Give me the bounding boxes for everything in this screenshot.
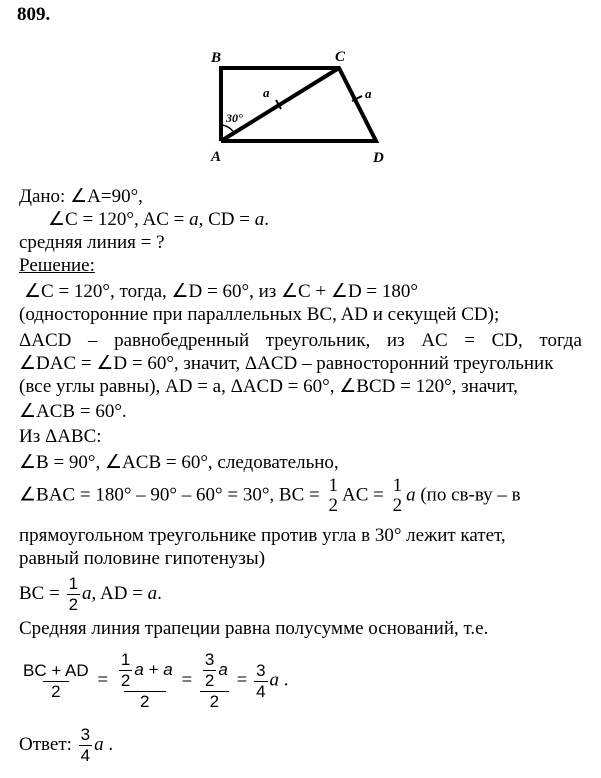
label-d: D bbox=[373, 150, 384, 165]
given-line-1: Дано: ∠A=90°, bbox=[19, 186, 143, 207]
solution-line-7: Из ΔABC: bbox=[19, 426, 102, 447]
solution-line-2: (односторонние при параллельных BC, AD и секущей CD); bbox=[19, 304, 500, 325]
solution-heading: Решение: bbox=[19, 255, 95, 276]
label-b: B bbox=[211, 50, 222, 66]
solution-line-6: ∠ACB = 60°. bbox=[19, 401, 127, 422]
solution-line-10: прямоугольном треугольнике против угла в 30° лежит катет, bbox=[19, 525, 506, 546]
solution-line-5: (все углы равны), AD = a, ΔACD = 60°, ∠BCD = 120°, значит, bbox=[19, 376, 518, 397]
answer-line: Ответ: $\frac{3}{4}$ a . bbox=[19, 725, 114, 765]
given-line-3: средняя линия = ? bbox=[19, 232, 165, 253]
label-a: A bbox=[211, 149, 222, 165]
solution-line-8: ∠B = 90°, ∠ACB = 60°, следовательно, bbox=[19, 452, 339, 473]
trapezoid-figure bbox=[205, 45, 395, 165]
trapezoid-outline bbox=[221, 68, 376, 141]
solution-line-12: BC = $\frac{1}{2}$ a, AD = a. bbox=[19, 574, 162, 614]
solution-line-11: равный половине гипотенузы) bbox=[19, 548, 266, 569]
diagonal-ac bbox=[221, 68, 339, 141]
label-c: C bbox=[335, 49, 346, 65]
midline-formula: $\frac{BC + AD}{2}$ = $\frac{1}{2}$ a + a 2 = $\frac{3}{2}$ a 2 = $\frac{3}{4}$ a . bbox=[23, 650, 289, 711]
given-line-2: ∠C = 120°, AC = a, CD = a. bbox=[48, 209, 269, 230]
label-angle: 30° bbox=[226, 111, 243, 125]
problem-number: 809. bbox=[17, 4, 51, 25]
solution-line-4: ∠DAC = ∠D = 60°, значит, ΔACD – равносторонний треугольник bbox=[19, 353, 554, 374]
label-ac: a bbox=[263, 85, 270, 100]
solution-line-9: ∠BAC = 180° – 90° – 60° = 30°, BC = 1 2 AC = 1 2 a (по св-ву – в bbox=[19, 475, 521, 516]
label-cd: a bbox=[365, 86, 372, 101]
solution-line-1: ∠C = 120°, тогда, ∠D = 60°, из ∠C + ∠D = 180° bbox=[24, 281, 418, 302]
solution-line-3: ΔACD – равнобедренный треугольник, из AC = CD, тогда bbox=[19, 330, 582, 351]
solution-line-13: Средняя линия трапеции равна полусумме оснований, т.е. bbox=[19, 618, 489, 639]
